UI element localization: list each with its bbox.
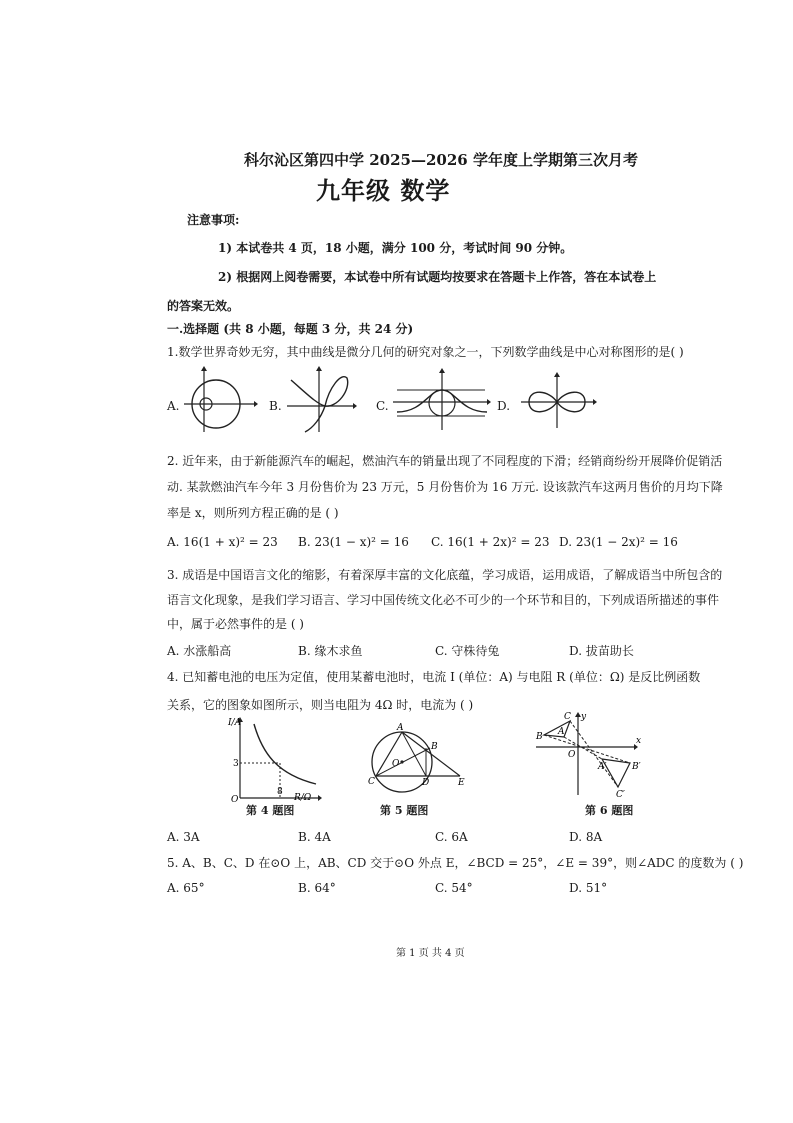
question-2-line-3: 率是 x，则所列方程正确的是 ( )	[167, 506, 339, 520]
fig5-point-o: O	[392, 759, 400, 769]
fig6-point-b: B	[536, 732, 543, 742]
figure-4-caption: 第 4 题图	[246, 804, 295, 817]
fig6-point-a2: A′	[598, 762, 607, 772]
fig5-point-e: E	[458, 778, 465, 788]
notice-item-2-cont: 的答案无效。	[167, 299, 240, 313]
question-3-line-2: 语言文化现象，是我们学习语言、学习中国传统文化必不可少的一个环节和目的，下列成语所描述的事件	[167, 593, 720, 607]
q2-option-b: B. 23(1 − x)² = 16	[298, 535, 409, 549]
q5-option-d: D. 51°	[569, 881, 608, 895]
q4-option-d: D. 8A	[569, 830, 603, 844]
fig6-point-c2: C′	[616, 790, 625, 799]
section-heading: 一.选择题 (共 8 小题，每题 3 分，共 24 分)	[167, 322, 414, 336]
question-2-line-2: 动. 某款燃油汽车今年 3 月份售价为 23 万元，5 月份售价为 16 万元. 设该款汽车这两月售价的月均下降	[167, 480, 723, 494]
fig5-point-a: A	[397, 723, 404, 733]
q3-option-c: C. 守株待兔	[435, 644, 500, 658]
figure-5-circle	[364, 718, 470, 798]
fig4-ylabel: I/A	[228, 718, 242, 728]
notice-item-1: 1) 本试卷共 4 页，18 小题，满分 100 分，考试时间 90 分钟。	[218, 241, 573, 255]
q1-option-a-label: A.	[167, 399, 180, 413]
figure-5-caption: 第 5 题图	[380, 804, 429, 817]
q1-option-d-label: D.	[497, 399, 511, 413]
fig4-xlabel: R/Ω	[294, 793, 312, 803]
q5-option-a: A. 65°	[167, 881, 205, 895]
fig4-ytick: 3	[233, 759, 239, 769]
question-4-line-1: 4. 已知蓄电池的电压为定值，使用某蓄电池时，电流 I (单位：A) 与电阻 R (单位：Ω) 是反比例函数	[167, 670, 701, 684]
figure-6-graph	[532, 709, 644, 799]
question-1-stem: 1.数学世界奇妙无穷，其中曲线是微分几何的研究对象之一，下列数学曲线是中心对称图形的是( )	[167, 345, 684, 359]
q1-option-c-label: C.	[376, 399, 389, 413]
fig5-point-b: B	[431, 742, 438, 752]
q1-curve-a	[182, 366, 258, 434]
q4-option-a: A. 3A	[167, 830, 200, 844]
fig6-point-c: C	[564, 712, 571, 722]
figure-6-caption: 第 6 题图	[585, 804, 634, 817]
fig5-point-d: D	[422, 778, 430, 788]
notice-heading: 注意事项:	[187, 213, 240, 227]
fig5-point-c: C	[368, 777, 375, 787]
q1-curve-c	[393, 368, 491, 432]
q1-option-b-label: B.	[269, 399, 282, 413]
question-2-line-1: 2. 近年来，由于新能源汽车的崛起，燃油汽车的销量出现了不同程度的下滑；经销商纷纷开展降价促销活	[167, 454, 723, 468]
page-number: 第 1 页 共 4 页	[396, 948, 465, 959]
q3-option-a: A. 水涨船高	[167, 644, 232, 658]
fig6-point-b2: B′	[632, 762, 641, 772]
fig6-point-o: O	[568, 750, 576, 760]
q4-option-c: C. 6A	[435, 830, 468, 844]
q5-option-b: B. 64°	[298, 881, 336, 895]
q3-option-b: B. 缘木求鱼	[298, 644, 363, 658]
q4-option-b: B. 4A	[298, 830, 331, 844]
fig6-axis-x: x	[636, 736, 642, 746]
exam-subject: 九年级 数学	[316, 176, 451, 205]
q5-option-c: C. 54°	[435, 881, 473, 895]
exam-title: 科尔沁区第四中学 2025—2026 学年度上学期第三次月考	[244, 151, 638, 169]
fig6-point-a: A	[558, 727, 565, 737]
q3-option-d: D. 拔苗助长	[569, 644, 634, 658]
q1-curve-d	[521, 372, 597, 430]
q2-option-c: C. 16(1 + 2x)² = 23	[431, 535, 550, 549]
q1-curve-b	[285, 366, 357, 434]
question-5-stem: 5. A、B、C、D 在⊙O 上，AB、CD 交于⊙O 外点 E，∠BCD = 25°，∠E = 39°，则∠ADC 的度数为 ( )	[167, 856, 744, 870]
notice-item-2: 2) 根据网上阅卷需要，本试卷中所有试题均按要求在答题卡上作答，答在本试卷上	[218, 270, 657, 284]
fig4-origin: O	[231, 795, 239, 804]
fig4-xtick: 8	[277, 787, 283, 797]
fig6-axis-y: y	[581, 712, 587, 722]
q2-option-a: A. 16(1 + x)² = 23	[167, 535, 278, 549]
q2-option-d: D. 23(1 − 2x)² = 16	[559, 535, 678, 549]
question-3-line-1: 3. 成语是中国语言文化的缩影，有着深厚丰富的文化底蕴，学习成语，运用成语，了解成语当中所包含的	[167, 568, 723, 582]
figure-4-graph	[224, 712, 324, 804]
question-3-line-3: 中，属于必然事件的是 ( )	[167, 617, 304, 631]
question-4-line-2: 关系，它的图象如图所示，则当电阻为 4Ω 时，电流为 ( )	[167, 698, 474, 712]
